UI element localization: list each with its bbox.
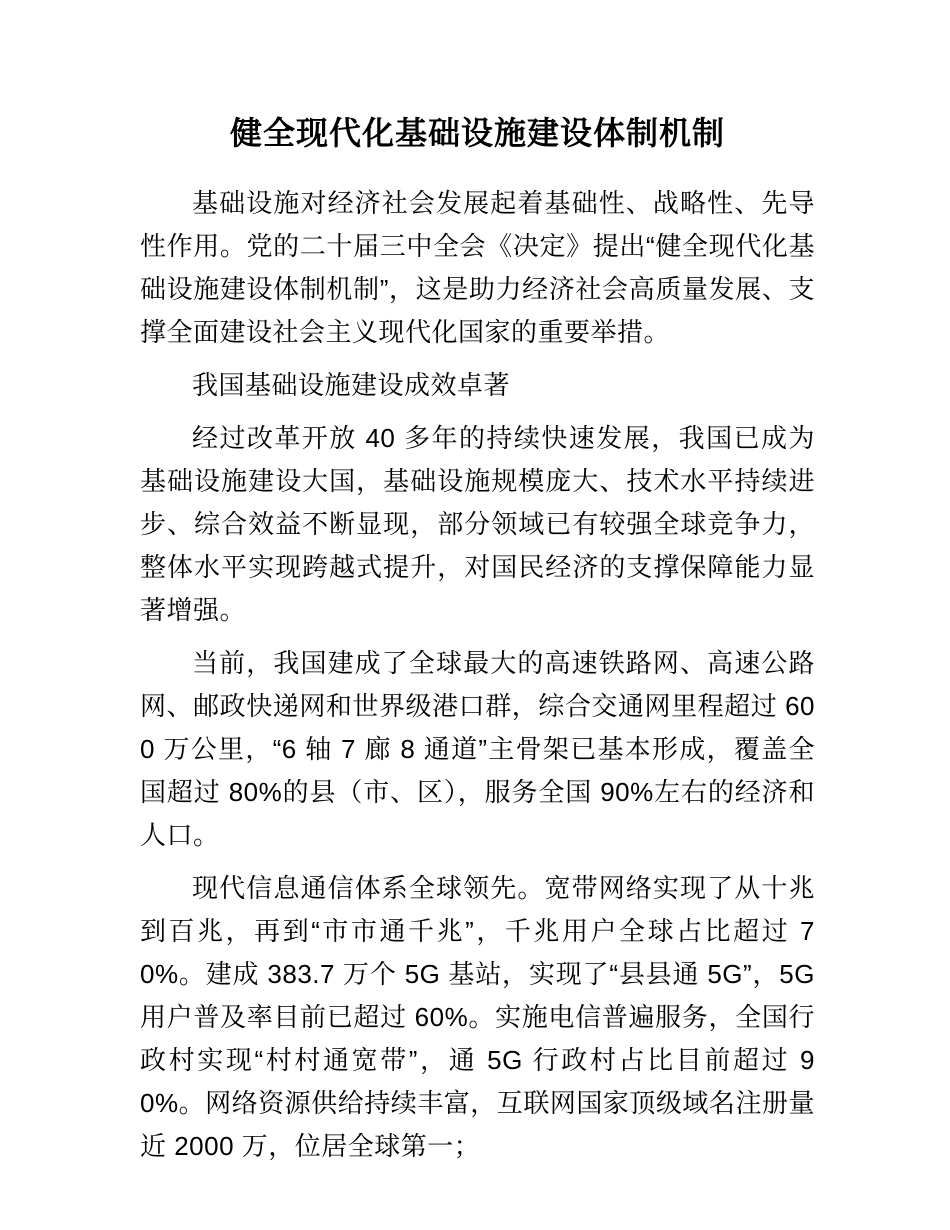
paragraph-reform-progress: 经过改革开放 40 多年的持续快速发展，我国已成为基础设施建设大国，基础设施规模庞大、技术水平持续进步、综合效益不断显现，部分领域已有较强全球竞争力，整体水平实现跨越式提升，对国民经济的支撑保障能力显著增强。 xyxy=(140,423,815,625)
paragraph-transport-network: 当前，我国建成了全球最大的高速铁路网、高速公路网、邮政快递网和世界级港口群，综合交通网里程超过 600 万公里，“6 轴 7 廊 8 通道”主骨架已基本形成，覆盖全国超过 80%的县（市、区），服务全国 90%左右的经济和人口。 xyxy=(140,648,815,850)
document-title: 健全现代化基础设施建设体制机制 xyxy=(229,115,725,151)
paragraph-information-network: 现代信息通信体系全球领先。宽带网络实现了从十兆到百兆，再到“市市通千兆”，千兆用户全球占比超过 70%。建成 383.7 万个 5G 基站，实现了“县县通 5G”，5G 用户普及率目前已超过 60%。实施电信普遍服务，全国行政村实现“村村通宽带”，通 5G 行政村占比目前超过 90%。网络资源供给持续丰富，互联网国家顶级域名注册量近 2000 万，位居全球第一； xyxy=(140,873,815,1161)
paragraph-intro: 基础设施对经济社会发展起着基础性、战略性、先导性作用。党的二十届三中全会《决定》提出“健全现代化基础设施建设体制机制”，这是助力经济社会高质量发展、支撑全面建设社会主义现代化国家的重要举措。 xyxy=(140,188,815,347)
paragraph-section-heading: 我国基础设施建设成效卓著 xyxy=(192,370,511,400)
